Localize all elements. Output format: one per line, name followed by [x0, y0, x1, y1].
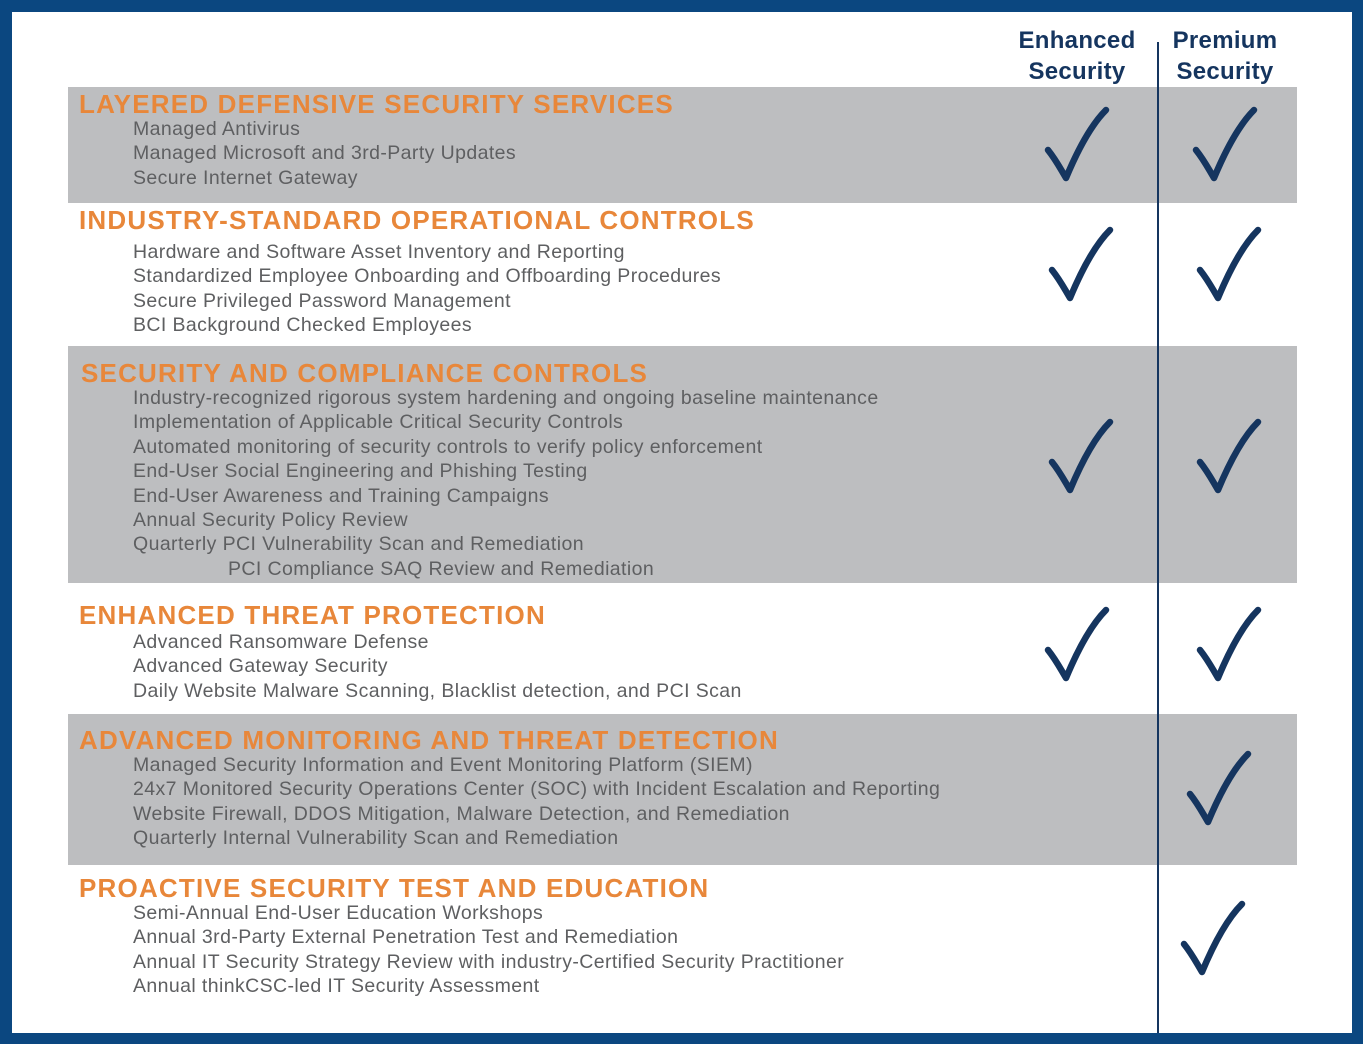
checkmark-icon	[1046, 226, 1116, 306]
section-title: ENHANCED THREAT PROTECTION	[79, 600, 546, 630]
checkmark-icon	[1042, 606, 1112, 686]
column-header-premium-line1: Premium	[1172, 27, 1278, 54]
column-header-enhanced-line1: Enhanced	[1018, 27, 1136, 54]
feature-item: Advanced Ransomware Defense	[133, 631, 429, 653]
column-header-enhanced	[997, 25, 1157, 87]
checkmark-icon	[1194, 226, 1264, 306]
checkmark-icon	[1194, 606, 1264, 686]
feature-list	[133, 630, 742, 703]
checkmark-icon	[1184, 750, 1254, 830]
feature-item: Website Firewall, DDOS Mitigation, Malware Detection, and Remediation	[133, 802, 790, 825]
feature-item: Industry-recognized rigorous system hardening and ongoing baseline maintenance	[133, 387, 879, 409]
feature-item: Hardware and Software Asset Inventory and Reporting	[133, 241, 625, 263]
feature-list	[133, 901, 844, 999]
feature-item: Quarterly PCI Vulnerability Scan and Remediation	[133, 533, 584, 556]
section-title: SECURITY AND COMPLIANCE CONTROLS	[81, 358, 649, 388]
checkmark-icon	[1190, 106, 1260, 186]
feature-item: Annual Security Policy Review	[133, 509, 408, 532]
feature-item: Managed Microsoft and 3rd-Party Updates	[133, 142, 517, 165]
checkmark-icon	[1042, 106, 1112, 186]
section-enhanced-threat	[68, 583, 1297, 714]
section-title: ADVANCED MONITORING AND THREAT DETECTION	[79, 725, 779, 755]
feature-item: Automated monitoring of security controls to verify policy enforcement	[133, 435, 763, 458]
column-header-enhanced-line2: Security	[1028, 58, 1126, 85]
section-layered-defensive	[68, 87, 1297, 203]
feature-item: Secure Privileged Password Management	[133, 289, 511, 312]
feature-item: End-User Social Engineering and Phishing Testing	[133, 460, 588, 483]
feature-item: 24x7 Monitored Security Operations Center (SOC) with Incident Escalation and Reporting	[133, 778, 941, 801]
feature-item: BCI Background Checked Employees	[133, 314, 473, 337]
feature-item: Semi-Annual End-User Education Workshops	[133, 902, 544, 924]
column-header-premium-line2: Security	[1176, 58, 1274, 85]
section-title: PROACTIVE SECURITY TEST AND EDUCATION	[79, 873, 710, 903]
section-title: LAYERED DEFENSIVE SECURITY SERVICES	[79, 89, 674, 119]
feature-item: Advanced Gateway Security	[133, 655, 388, 678]
column-header-premium	[1145, 25, 1305, 87]
feature-item: Quarterly Internal Vulnerability Scan and Remediation	[133, 827, 619, 850]
section-advanced-monitoring	[68, 714, 1297, 865]
feature-item: Annual IT Security Strategy Review with industry-Certified Security Practitioner	[133, 950, 845, 973]
feature-item: Secure Internet Gateway	[133, 166, 358, 189]
section-proactive-security	[68, 865, 1297, 1033]
feature-item: Annual thinkCSC-led IT Security Assessment	[133, 975, 540, 998]
feature-list	[133, 753, 940, 851]
checkmark-icon	[1046, 418, 1116, 498]
section-title: INDUSTRY-STANDARD OPERATIONAL CONTROLS	[79, 205, 755, 235]
feature-item: Standardized Employee Onboarding and Offboarding Procedures	[133, 265, 722, 288]
feature-item: Annual 3rd-Party External Penetration Test and Remediation	[133, 926, 679, 949]
feature-item: PCI Compliance SAQ Review and Remediation	[228, 557, 655, 580]
feature-list	[133, 240, 721, 338]
feature-item: Managed Security Information and Event Monitoring Platform (SIEM)	[133, 754, 753, 776]
feature-list	[133, 386, 879, 581]
feature-item: Daily Website Malware Scanning, Blacklist detection, and PCI Scan	[133, 679, 742, 702]
feature-list	[133, 117, 516, 190]
comparison-table	[12, 12, 1352, 1033]
feature-item: Managed Antivirus	[133, 118, 301, 140]
checkmark-icon	[1178, 900, 1248, 980]
column-divider	[1157, 42, 1159, 1033]
feature-item: Implementation of Applicable Critical Security Controls	[133, 411, 624, 434]
checkmark-icon	[1194, 418, 1264, 498]
feature-item: End-User Awareness and Training Campaigns	[133, 484, 550, 507]
